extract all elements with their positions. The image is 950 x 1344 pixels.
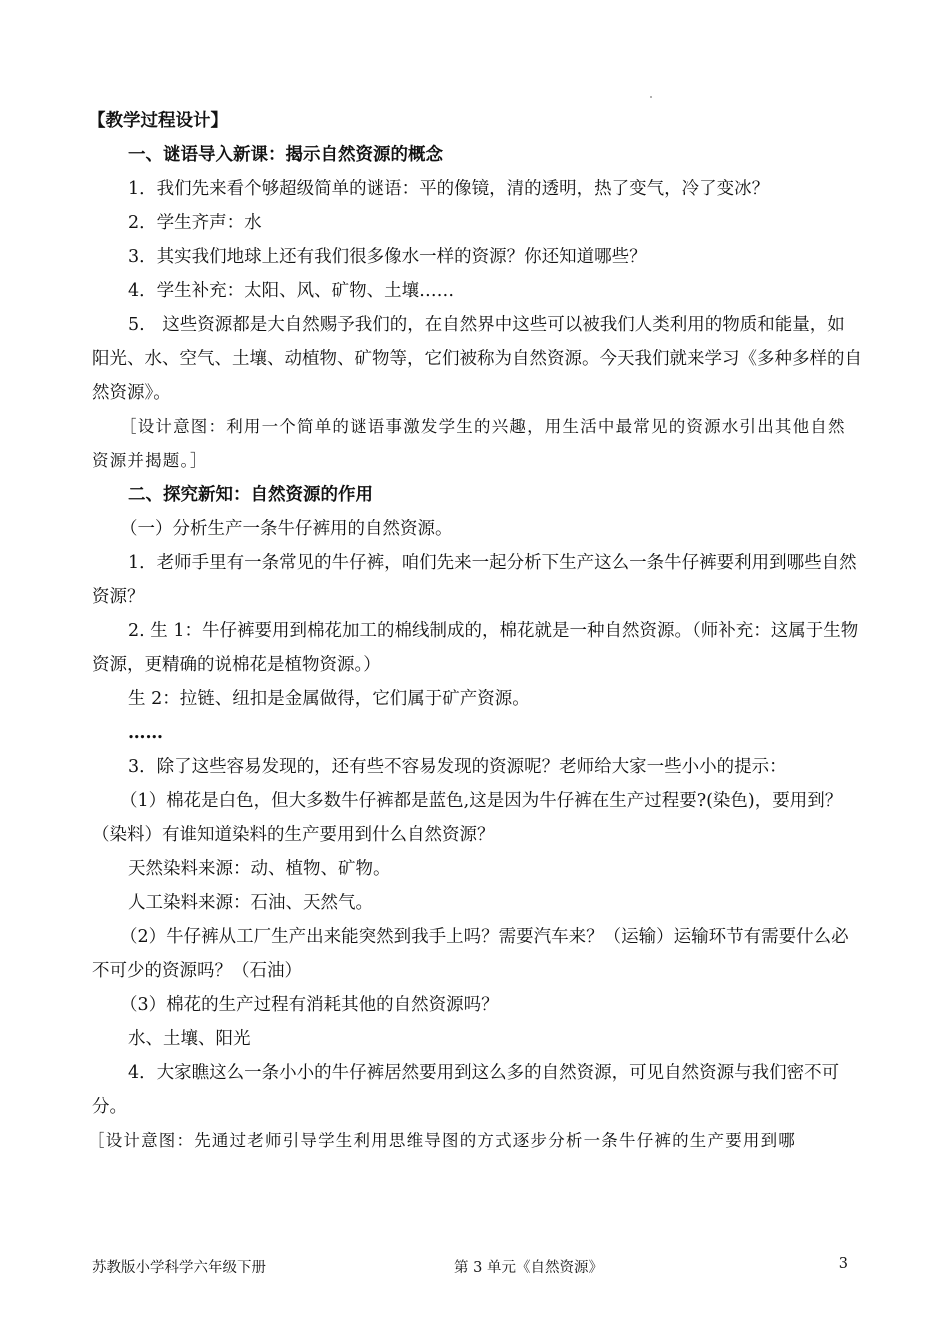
footer-book-title: 苏教版小学科学六年级下册 (92, 1260, 266, 1276)
section2-item-3: 3．除了这些容易发现的，还有些不容易发现的资源呢？老师给大家一些小小的提示： (128, 757, 787, 777)
section2-item-1: 1．老师手里有一条常见的牛仔裤，咱们先来一起分析下生产这么一条牛仔裤要利用到哪些自然资源？ (92, 553, 857, 607)
section2-item-4: 4．大家瞧这么一条小小的牛仔裤居然要用到这么多的自然资源，可见自然资源与我们密不可分。 (92, 1063, 840, 1117)
question-2: （2）牛仔裤从工厂生产出来能突然到我手上吗？需要汽车来？（运输）运输环节有需要什么必不可少的资源吗？（石油） (92, 927, 849, 981)
page-number: 3 (838, 1256, 848, 1272)
page-footer (92, 1256, 852, 1280)
ellipsis: …… (128, 723, 163, 743)
section1-item-1: 1．我们先来看个够超级简单的谜语：平的像镜，清的透明，热了变气，冷了变冰？ (128, 179, 770, 199)
question-1: （1）棉花是白色，但大多数牛仔裤都是蓝色,这是因为牛仔裤在生产过程要?(染色)，要用到？（染料）有谁知道染料的生产要用到什么自然资源？ (92, 791, 843, 845)
stray-dot (650, 96, 652, 98)
section2-heading: 二、探究新知：自然资源的作用 (128, 485, 373, 505)
document-body (88, 104, 862, 1158)
section1-item-4: 4．学生补充：太阳、风、矿物、土壤…… (128, 281, 455, 301)
section2-item-2: 2. 生 1：牛仔裤要用到棉花加工的棉线制成的，棉花就是一种自然资源。（师补充：这属于生物资源，更精确的说棉花是植物资源。） (92, 621, 859, 675)
section1-item-3: 3．其实我们地球上还有我们很多像水一样的资源？你还知道哪些？ (128, 247, 647, 267)
section1-item-5: 5. 这些资源都是大自然赐予我们的，在自然界中这些可以被我们人类利用的物质和能量，如阳光、水、空气、土壤、动植物、矿物等，它们被称为自然资源。今天我们就来学习《多种多样的自然资源》。 (92, 315, 862, 403)
answer-3: 水、土壤、阳光 (128, 1029, 251, 1049)
design-intent-note-2: ［设计意图：先通过老师引导学生利用思维导图的方式逐步分析一条牛仔裤的生产要用到哪 (88, 1131, 796, 1150)
doc-title: 【教学过程设计】 (88, 111, 228, 131)
section2-subheading-1: （一）分析生产一条牛仔裤用的自然资源。 (120, 519, 453, 539)
section1-item-2: 2．学生齐声：水 (128, 213, 262, 233)
question-3: （3）棉花的生产过程有消耗其他的自然资源吗？ (120, 995, 499, 1015)
answer-1b: 人工染料来源：石油、天然气。 (128, 893, 373, 913)
answer-1a: 天然染料来源：动、植物、矿物。 (128, 859, 391, 879)
section2-item-2b: 生 2：拉链、纽扣是金属做得，它们属于矿产资源。 (128, 689, 530, 709)
design-intent-note-1: ［设计意图：利用一个简单的谜语事激发学生的兴趣，用生活中最常见的资源水引出其他自然资源并揭题。］ (92, 417, 846, 470)
section1-heading: 一、谜语导入新课：揭示自然资源的概念 (128, 145, 443, 165)
footer-unit-title: 第 3 单元《自然资源》 (454, 1260, 603, 1276)
